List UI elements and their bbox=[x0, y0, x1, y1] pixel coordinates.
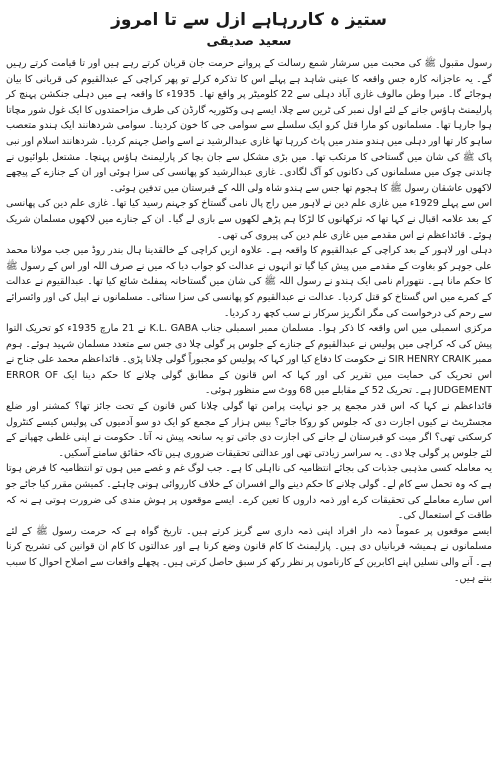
article-paragraph-3: دہلی اور لاہور کے بعد کراچی کے عبدالقیوم کا واقعہ ہے۔ علاوہ ازیں کراچی کے خالقدینا ہال بندر روڈ میں جب مولانا محمد علی جوہر کو بغاوت کے مقدمے میں پیش کیا گیا تو انہوں نے عدالت کو جواب دیا کہ میں نے صرف اللہ اور اس کے رسول ﷺ کا حکم مانا ہے۔ نتھورام نامی ایک ہندو نے رسول اللہ ﷺ کی شان میں گستاخانہ پمفلٹ شائع کیا تھا۔ عبدالقیوم نے عدالت کے کمرے میں اس گستاخ کو قتل کردیا۔ عدالت نے عبدالقیوم کو پھانسی کی سزا سنائی۔ مسلمانوں نے اپیل کی اور وائسرائے سے رحم کی درخواست کی مگر انگریز سرکار نے سب کچھ رد کردیا۔ bbox=[6, 245, 492, 319]
article-paragraph-1: رسول مقبول ﷺ کی محبت میں سرشار شمع رسالت کے پروانے حرمت جان قربان کرتے رہے ہیں اور تا قیامت کرتے رہیں گے۔ یہ عاجزانہ کارہ جس واقعہ کا عینی شاہد ہے پہلے اس کا تذکرہ کرلے تو پھر کراچی کے عبدالقیوم کی قربانی کا بیان ہوجائے گا۔ میرا وطن مالوف غازی آباد دہلی سے 22 کلومیٹر پر واقع تھا۔ 1935ء کا واقعہ ہے میں دہلی جنکشن پہنچ کر پارلیمنٹ ہاؤس جانے کے لئے اول نمبر کی ٹرین سے چلا، ایسے ہی وکٹوریہ گارڈن کی طرف مزاحمتدوں کا ایک غول شور مچاتا ہوا جارہا تھا۔ مسلمانوں کو مارا قتل کرو ایک سلسلے سے سوامی جی کا خون کردینا۔ سوامی شردھانند ایک ہندو متعصب ساہو کار تھا اور دہلی میں ہندو مندر میں پاٹ کررہا تھا غازی عبدالرشید نے اسے واصل جہنم کردیا۔ شردھانند اسلام اور نبی پاک ﷺ کی شان میں گستاخی کا مرتکب تھا۔ میں بڑی مشکل سے جان بچا کر پارلیمنٹ ہاؤس پہنچا۔ مشتعل بلوائیوں نے چاندنی چوک میں مسلمانوں کی دکانوں کو آگ لگادی۔ غازی عبدالرشید کو پھانسی کی سزا ہوئی اور ان کے جنازے کے پیچھے لاکھوں عاشقان رسول ﷺ کا ہجوم تھا جس سے ہندو شاہ ولی اللہ کے قبرستان میں تدفین ہوئی۔ bbox=[6, 58, 493, 194]
article-paragraph-4: مرکزی اسمبلی میں اس واقعہ کا ذکر ہوا۔ مسلمان ممبر اسمبلی جناب K.L. GABA نے 21 مارچ 1935ء کو تحریک التوا پیش کی کہ کراچی میں پولیس نے عبدالقیوم کے جنازے کے جلوس پر گولی چلا دی جس سے متعدد مسلمان شہید ہوئے۔ ہوم ممبر SIR HENRY CRAIK نے حکومت کا دفاع کیا اور کہا کہ پولیس کو مجبوراً گولی چلانا پڑی۔ قائداعظم محمد علی جناح نے اس تحریک کی حمایت میں تقریر کی اور کہا کہ اس قانون کے مطابق گولی چلانے کا حکم دینا ایک ERROR OF JUDGEMENT ہے۔ تحریک 52 کے مقابلے میں 68 ووٹ سے منظور ہوئی۔ bbox=[6, 323, 492, 397]
article-paragraph-5: قائداعظم نے کہا کہ اس قدر مجمع پر جو نہایت پرامن تھا گولی چلانا کس قانون کے تحت جائز تھا؟ کمشنر اور ضلع مجسٹریٹ نے کیوں اجازت دی کہ جلوس کو روکا جائے؟ بیس ہزار کے مجمع کو ایک دو سو آدمیوں کی پولیس کیسے کنٹرول کرسکتی تھی؟ اگر میت کو قبرستان لے جانے کی اجازت دی جاتی تو یہ سانحہ پیش نہ آتا۔ حکومت نے اپنی غلطی چھپانے کے لئے جلوس پر گولی چلا دی۔ یہ سراسر زیادتی تھی اور عدالتی تحقیقات ضروری ہیں تاکہ حقائق سامنے آسکیں۔ bbox=[6, 401, 492, 459]
article-author: سعید صدیقی bbox=[206, 34, 292, 49]
article-paragraph-2: اس سے پہلے 1929ء میں غازی علم دین نے لاہور میں راج پال نامی گستاخ کو جہنم رسید کیا تھا۔ غازی علم دین کی پھانسی کے بعد علامہ اقبال نے کہا تھا کہ ترکھانوں کا لڑکا ہم پڑھے لکھوں سے بازی لے گیا۔ ان کے جنازے میں لاکھوں مسلمان شریک ہوئے۔ قائداعظم نے اس مقدمے میں غازی علم دین کی پیروی کی تھی۔ bbox=[6, 198, 492, 241]
article-body bbox=[6, 56, 492, 586]
article-title: ستیز ہ کاررہاہے ازل سے تا امروز bbox=[111, 10, 387, 30]
article-paragraph-7: ایسے موقعوں پر عموماً ذمہ دار افراد اپنی ذمہ داری سے گریز کرتے ہیں۔ تاریخ گواہ ہے کہ حرمت رسول ﷺ کے لئے مسلمانوں نے ہمیشہ قربانیاں دی ہیں۔ پارلیمنٹ کا کام قانون وضع کرنا ہے اور عدالتوں کا کام ان قوانین کی تشریح کرنا ہے۔ آنے والی نسلیں اپنے اکابرین کے کارناموں پر نظر رکھ کر سبق حاصل کرتی ہیں۔ پچھلے واقعات سے اصلاح احوال کا سبب بنتے ہیں۔ bbox=[6, 525, 492, 584]
article-paragraph-6: یہ معاملہ کسی مذہبی جذبات کی بجائے انتظامیہ کی نااہلی کا ہے۔ جب لوگ غم و غصے میں ہوں تو انتظامیہ کا فرض ہوتا ہے کہ وہ تحمل سے کام لے۔ گولی چلانے کا حکم دینے والے افسران کے خلاف کارروائی ہونی چاہئے۔ کمیشن مقرر کیا جائے جو اس سارے معاملے کی تحقیقات کرے اور ذمہ داروں کا تعین کرے۔ ایسے موقعوں پر ہوش مندی کی ضرورت ہوتی ہے نہ کہ طاقت کے استعمال کی۔ bbox=[6, 463, 492, 522]
